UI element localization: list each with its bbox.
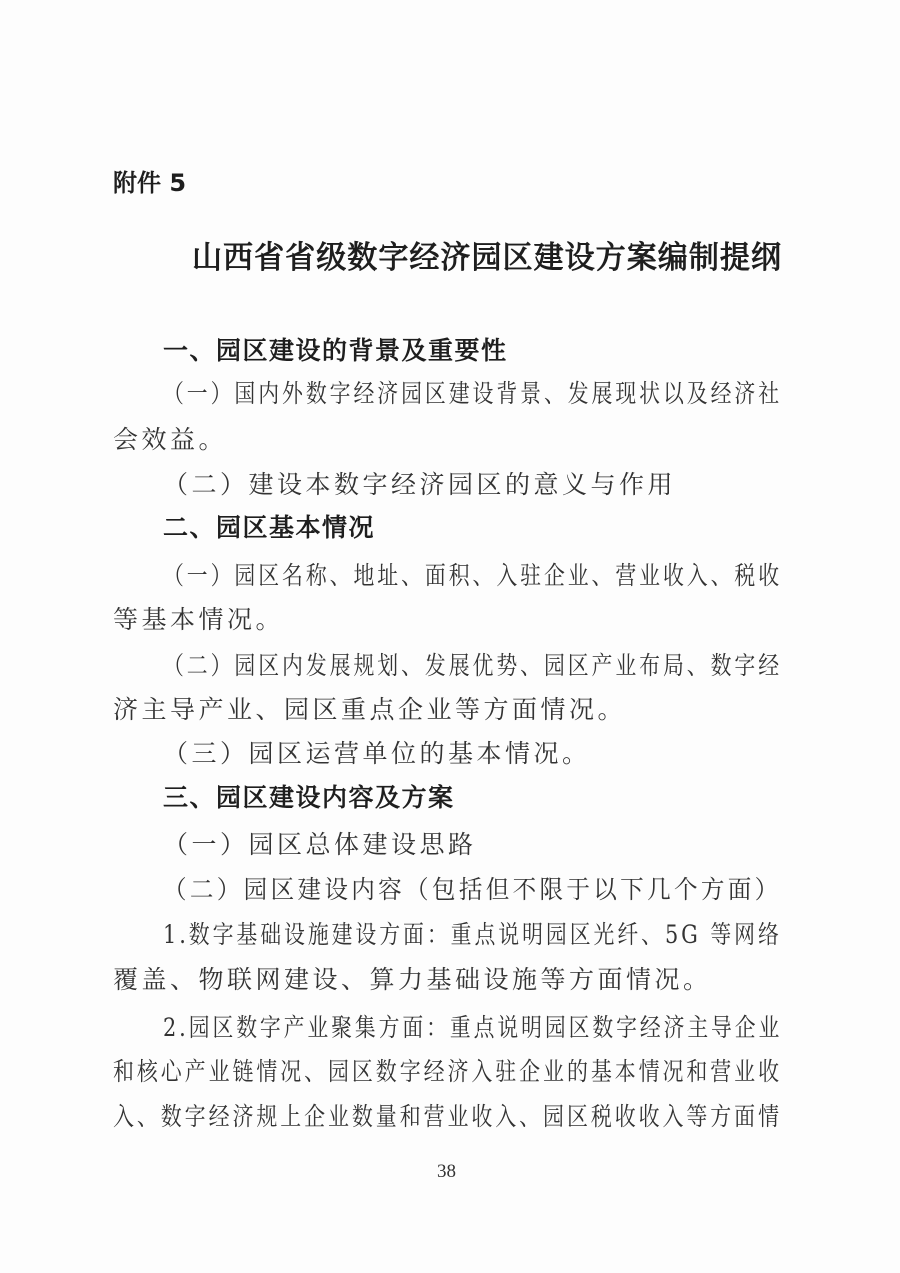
- paragraph-line: 等基本情况。: [113, 605, 285, 634]
- paragraph-line: （三）园区运营单位的基本情况。: [163, 739, 591, 768]
- section-heading-1: 一、园区建设的背景及重要性: [163, 336, 508, 365]
- paragraph-line: 入、数字经济规上企业数量和营业收入、园区税收收入等方面情: [113, 1102, 782, 1131]
- paragraph-line: 和核心产业链情况、园区数字经济入驻企业的基本情况和营业收: [113, 1057, 782, 1086]
- page-number: 38: [437, 1161, 456, 1182]
- paragraph-line: （一）园区总体建设思路: [163, 830, 477, 859]
- paragraph-line: 2.园区数字产业聚集方面：重点说明园区数字经济主导企业: [163, 1013, 783, 1042]
- section-heading-2: 二、园区基本情况: [163, 513, 376, 542]
- attachment-label: 附件 5: [113, 169, 187, 197]
- paragraph-line: 1.数字基础设施建设方面：重点说明园区光纤、5G 等网络: [163, 920, 782, 949]
- paragraph-line: （一）园区名称、地址、面积、入驻企业、营业收入、税收: [163, 561, 783, 590]
- paragraph-line: （二）建设本数字经济园区的意义与作用: [163, 470, 677, 499]
- paragraph-line: （二）园区建设内容（包括但不限于以下几个方面）: [163, 875, 782, 904]
- paragraph-line: 会效益。: [113, 425, 228, 454]
- paragraph-line: 覆盖、物联网建设、算力基础设施等方面情况。: [113, 965, 712, 994]
- paragraph-line: （二）园区内发展规划、发展优势、园区产业布局、数字经: [163, 651, 783, 680]
- paragraph-line: （一）国内外数字经济园区建设背景、发展现状以及经济社: [163, 379, 783, 408]
- document-title: 山西省省级数字经济园区建设方案编制提纲: [192, 240, 783, 276]
- section-heading-3: 三、园区建设内容及方案: [163, 783, 455, 812]
- paragraph-line: 济主导产业、园区重点企业等方面情况。: [113, 695, 627, 724]
